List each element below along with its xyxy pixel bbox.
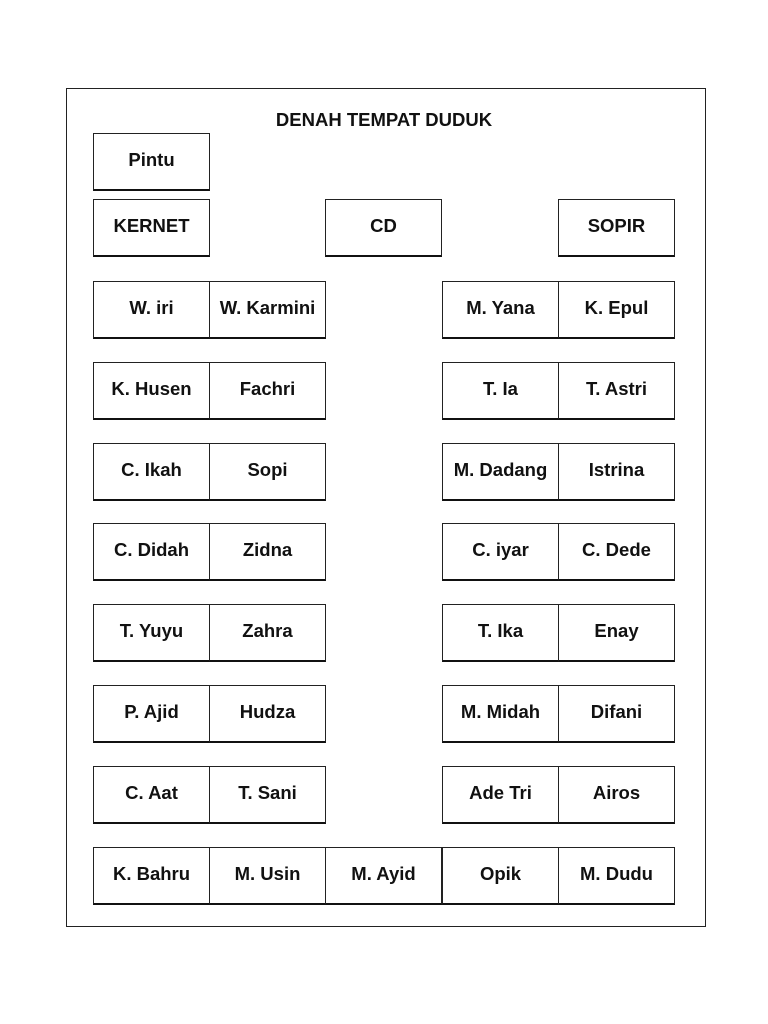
seat: Airos [558,766,675,824]
seat: Sopi [209,443,326,501]
conductor-seat: KERNET [93,199,210,257]
seat: M. Usin [209,847,326,905]
seat: T. Astri [558,362,675,420]
seat: C. Didah [93,523,210,581]
seat: T. Ika [442,604,559,662]
seat: Ade Tri [442,766,559,824]
page-title: DENAH TEMPAT DUDUK [275,109,493,130]
door-box: Pintu [93,133,210,191]
seat: C. Aat [93,766,210,824]
seat: Enay [558,604,675,662]
seat: C. Ikah [93,443,210,501]
seat: K. Bahru [93,847,210,905]
seat: Zidna [209,523,326,581]
seat: M. Dadang [442,443,559,501]
seat: C. Dede [558,523,675,581]
seat: T. Ia [442,362,559,420]
seat: K. Husen [93,362,210,420]
seat: W. Karmini [209,281,326,339]
seat: M. Ayid [325,847,442,905]
seat: T. Sani [209,766,326,824]
seat: Hudza [209,685,326,743]
seat: Fachri [209,362,326,420]
seat: Zahra [209,604,326,662]
seat: W. iri [93,281,210,339]
seat: M. Midah [442,685,559,743]
seat: C. iyar [442,523,559,581]
seat: Istrina [558,443,675,501]
seat: M. Yana [442,281,559,339]
seat: Difani [558,685,675,743]
seat: T. Yuyu [93,604,210,662]
seat: K. Epul [558,281,675,339]
seat: P. Ajid [93,685,210,743]
seat: M. Dudu [558,847,675,905]
driver-seat: SOPIR [558,199,675,257]
cd-box: CD [325,199,442,257]
seat: Opik [442,847,559,905]
